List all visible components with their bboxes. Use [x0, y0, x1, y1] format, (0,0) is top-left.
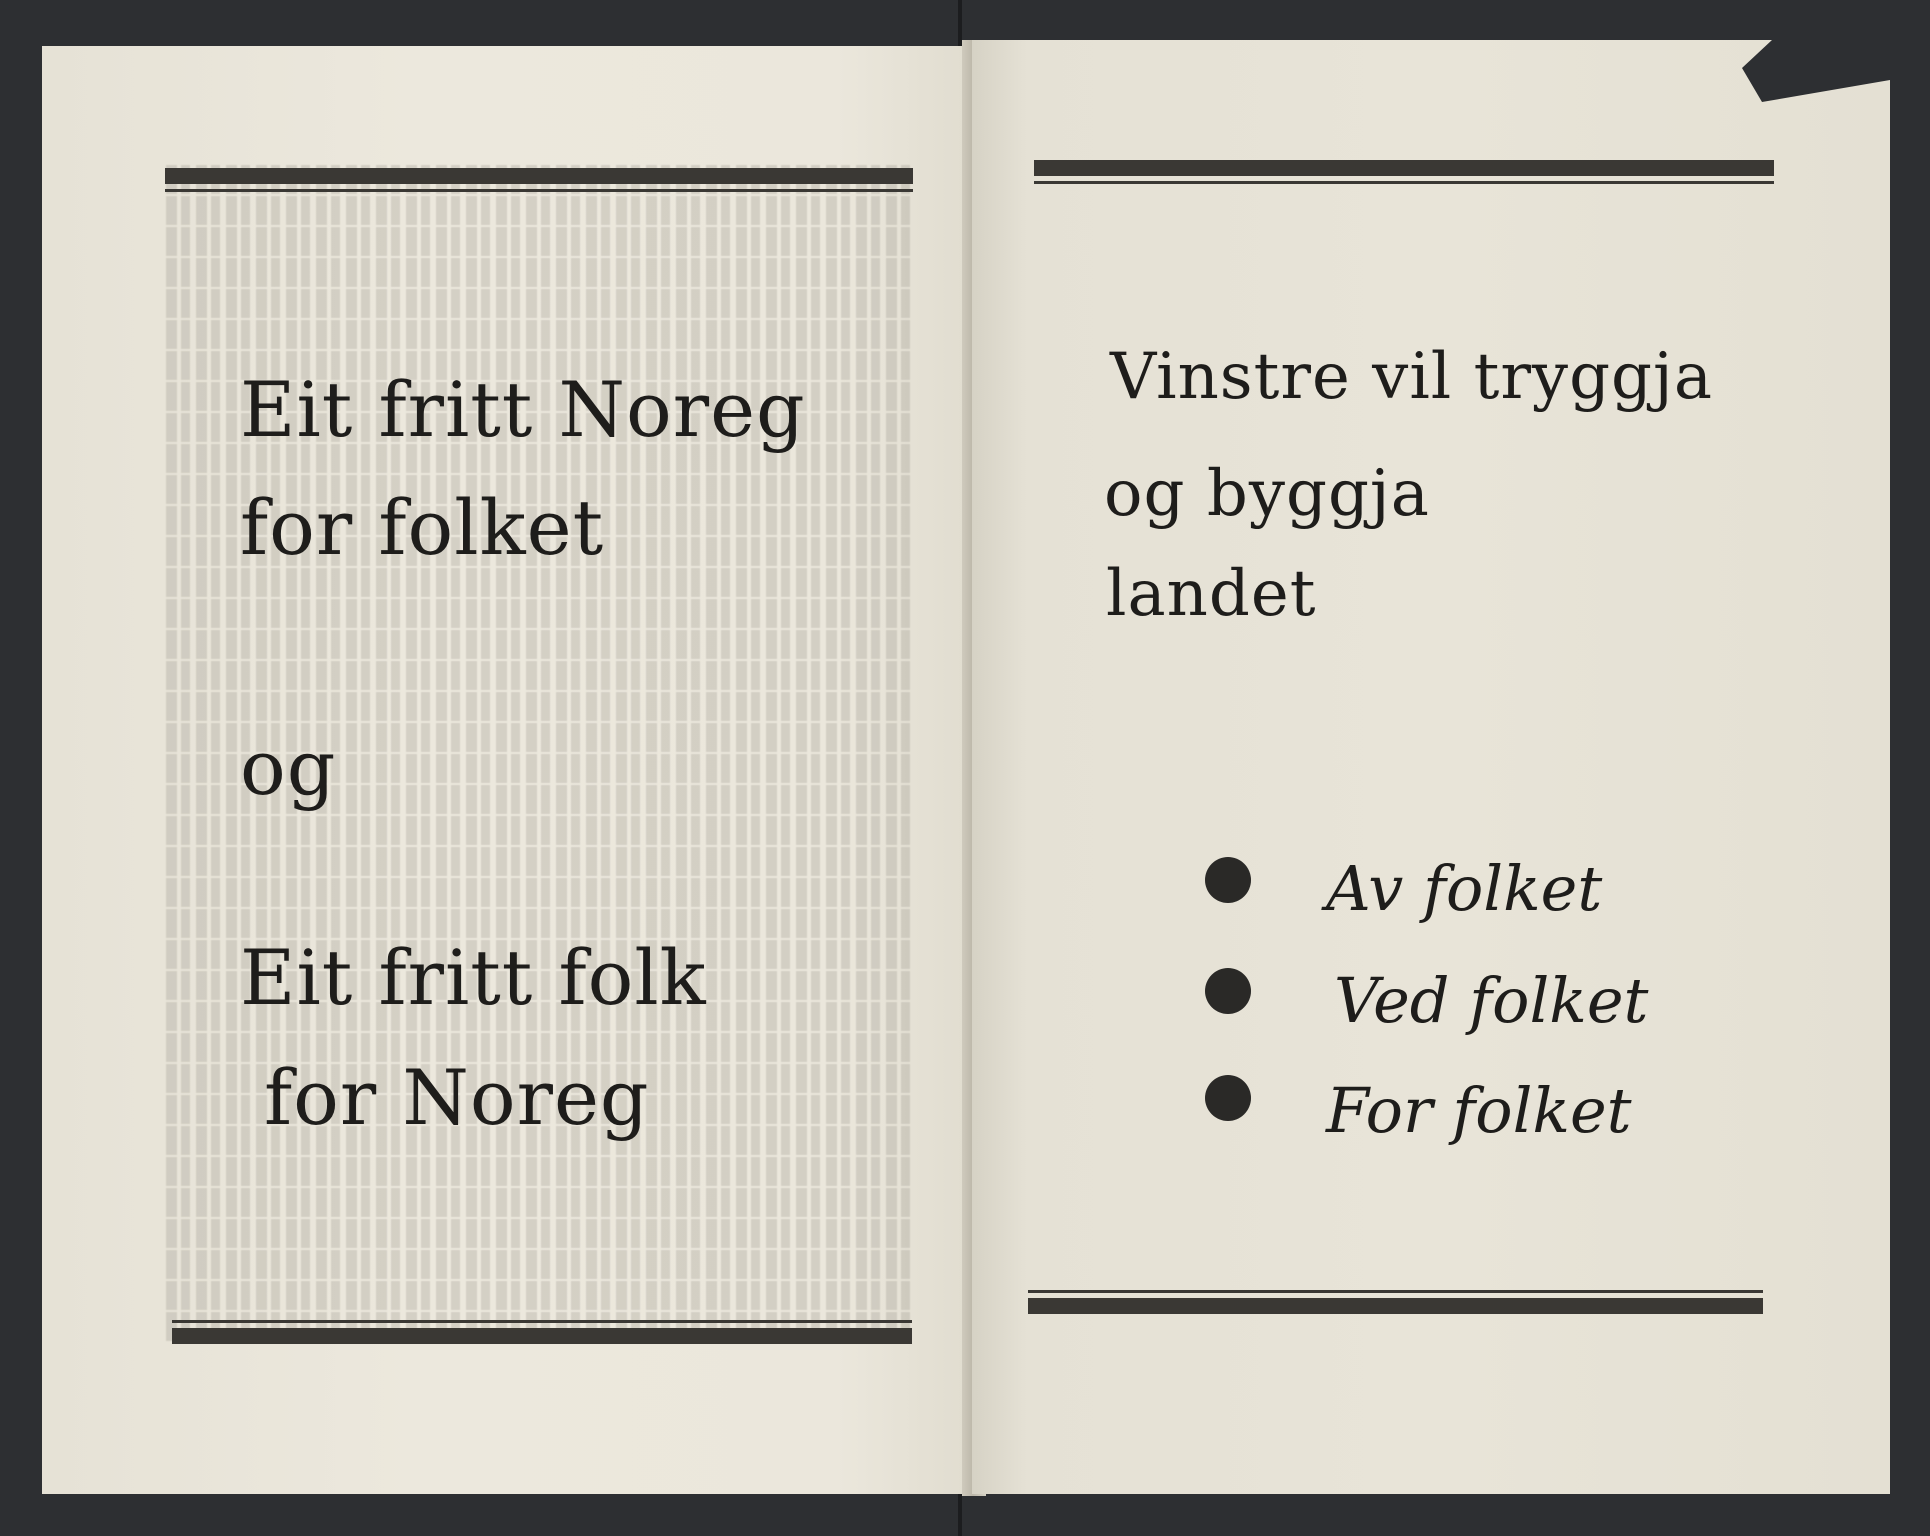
left-line-1: Eit fritt Noreg	[240, 365, 806, 454]
motto-3: For folket	[1326, 1074, 1632, 1147]
right-heading-line-1: Vinstre vil tryggja	[1110, 340, 1713, 414]
right-heading-line-3: landet	[1106, 557, 1317, 631]
bullet-icon	[1205, 857, 1251, 903]
right-page	[972, 40, 1890, 1494]
left-line-3: og	[240, 723, 337, 812]
right-heading-line-2: og byggja	[1104, 457, 1430, 531]
bullet-icon	[1205, 1075, 1251, 1121]
motto-2: Ved folket	[1334, 964, 1649, 1037]
left-top-rule	[165, 168, 913, 192]
right-bottom-rule	[1028, 1290, 1763, 1314]
left-line-2: for folket	[240, 483, 605, 572]
motto-1: Av folket	[1326, 852, 1603, 925]
left-line-5: for Noreg	[264, 1053, 650, 1142]
bullet-icon	[1205, 968, 1251, 1014]
right-top-rule	[1034, 160, 1774, 184]
left-line-4: Eit fritt folk	[240, 933, 707, 1022]
left-bottom-rule	[172, 1320, 912, 1344]
